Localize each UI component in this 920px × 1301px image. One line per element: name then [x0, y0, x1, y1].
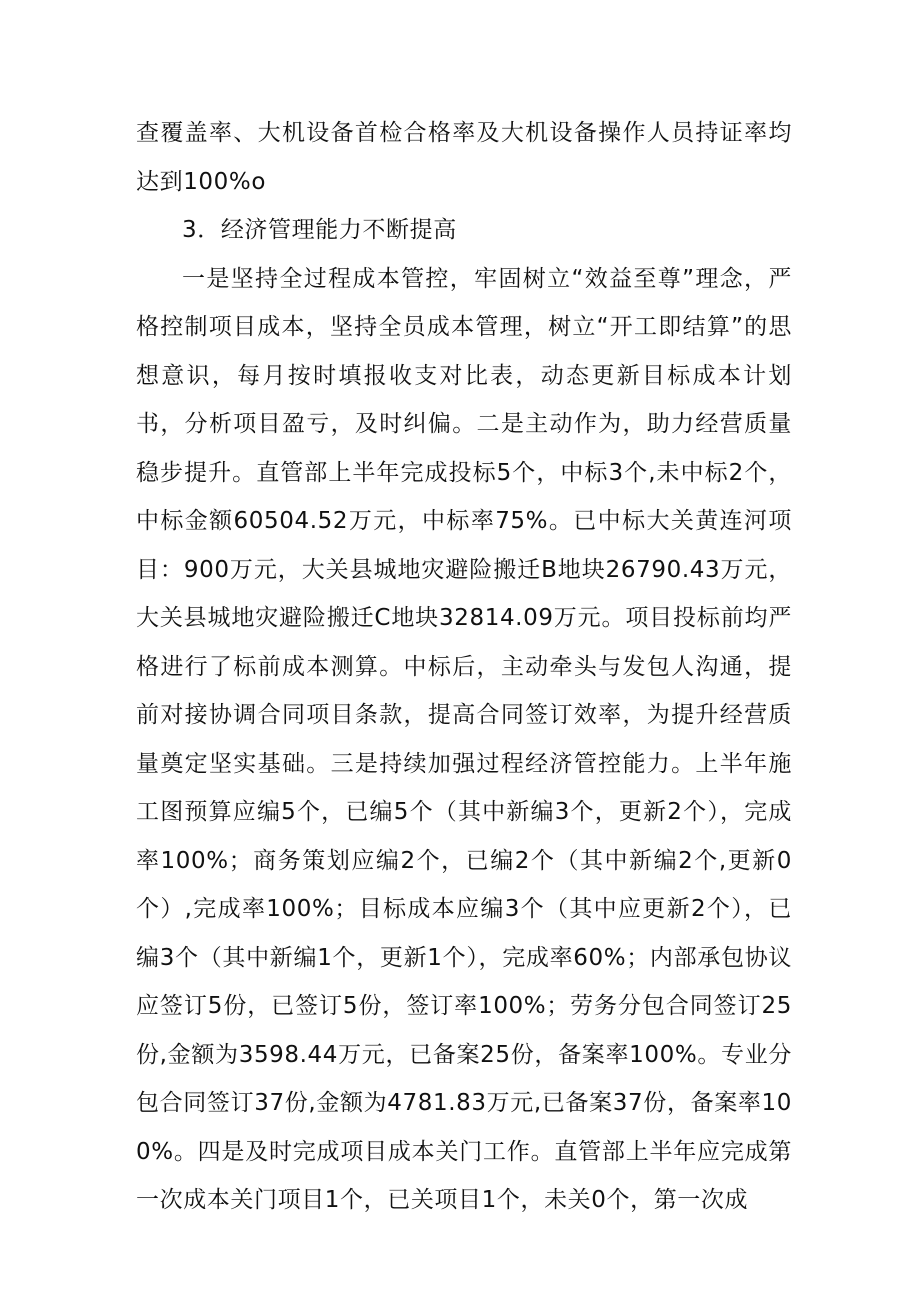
document-body	[136, 109, 792, 1225]
paragraph-continuation: 查覆盖率、大机设备首检合格率及大机设备操作人员持证率均达到100%o	[136, 120, 792, 195]
paragraph-economic-management: 一是坚持全过程成本管控，牢固树立“效益至尊”理念，严格控制项目成本，坚持全员成本管理，树立“开工即结算”的思想意识，每月按时填报收支对比表，动态更新目标成本计划书，分析项目盈亏，及时纠偏。二是主动作为，助力经营质量稳步提升。直管部上半年完成投标5个，中标3个,未中标2个，中标金额60504.52万元，中标率75%。已中标大关黄连河项目：900万元，大关县城地灾避险搬迁B地块26790.43万元，大关县城地灾避险搬迁C地块32814.09万元。项目投标前均严格进行了标前成本测算。中标后，主动牵头与发包人沟通，提前对接协调合同项目条款，提高合同签订效率，为提升经营质量奠定坚实基础。三是持续加强过程经济管控能力。上半年施工图预算应编5个，已编5个（其中新编3个，更新2个），完成率100%；商务策划应编2个，已编2个（其中新编2个,更新0个）,完成率100%；目标成本应编3个（其中应更新2个），已编3个（其中新编1个，更新1个），完成率60%；内部承包协议应签订5份，已签订5份，签订率100%；劳务分包合同签订25份,金额为3598.44万元，已备案25份，备案率100%。专业分包合同签订37份,金额为4781.83万元,已备案37份，备案率100%。四是及时完成项目成本关门工作。直管部上半年应完成第一次成本关门项目1个，已关项目1个，未关0个，第一次成	[136, 265, 792, 1213]
section-heading: 3．经济管理能力不断提高	[182, 217, 457, 243]
